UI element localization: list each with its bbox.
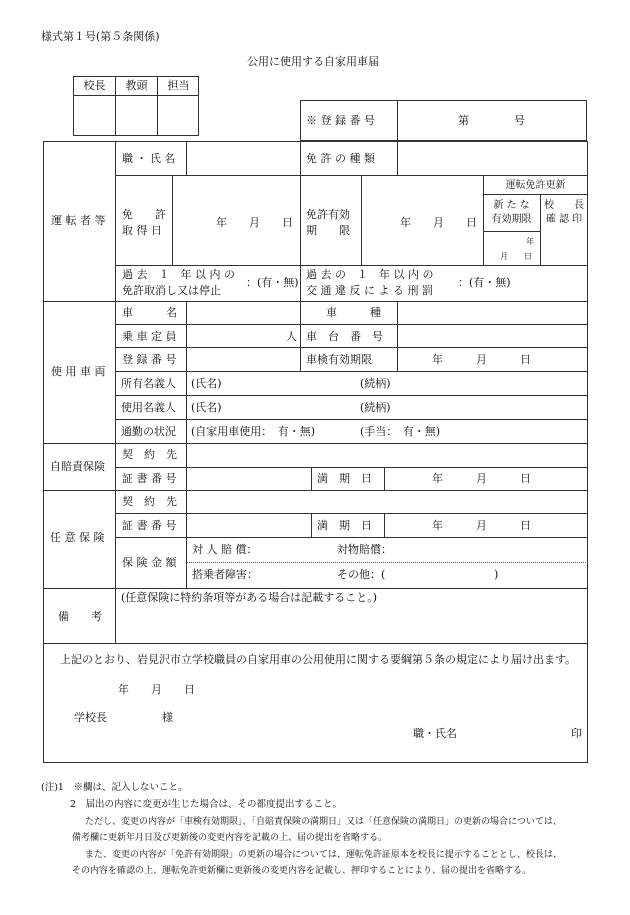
note-5: また、変更の内容が「免許有効期限」の更新の場合については、運転免許証原本を校長に提示することとし、校長は、 [85,850,562,860]
vehicle-name-field[interactable] [188,303,298,322]
renewal-new-label-2: 有効期限 [491,214,532,225]
page-title: 公用に使用する自家用車届 [247,55,379,68]
passenger-injury-label: 搭乗者障害： [192,568,258,581]
owner-relation[interactable]: (続柄) [360,377,391,390]
approval-stamp-principal[interactable] [74,96,115,135]
declaration-signer-field[interactable] [465,723,565,741]
revocation-label-2: 免許取消し又は停止 [122,284,221,297]
violation-label-2: 交 通 違 反 に よ る 刑 罰 [306,284,433,297]
revocation-value[interactable]: ：(有・無) [246,276,299,289]
voluntary-cert-field[interactable] [188,515,309,535]
remarks-field[interactable] [118,606,585,640]
approval-vice-principal: 教頭 [125,79,148,92]
driver-name-label: 職・氏名 [122,152,178,165]
renewal-principal-stamp[interactable] [542,232,586,263]
renewal-principal-label-2: 確 認 印 [545,214,583,225]
compulsory-contractor-label: 契 約 先 [122,448,177,461]
registration-suffix: 号 [514,114,525,127]
license-expiry-label-1: 免許有効 [306,208,350,221]
renewal-new-label-1: 新 た な [493,200,530,211]
registration-label: ※ 登 録 番 号 [306,114,375,127]
note-3: ただし、変更の内容が「車検有効期限」、「自賠責保険の満期日」又は「任意保険の満期日」の更新の場合については、 [85,817,562,827]
approval-stamp-staff[interactable] [158,96,199,135]
declaration-addressee: 学校長 様 [74,711,173,724]
license-type-label: 免 許 の 種 類 [306,152,375,165]
driver-section-label: 運 転 者 等 [51,214,106,227]
declaration-text: 上記のとおり、岩見沢市立学校職員の自家用車の公用使用に関する要綱第５条の規定により届け出ます。 [60,653,577,666]
compulsory-cert-field[interactable] [188,469,309,488]
vehicle-type-field[interactable] [399,303,585,322]
vehicle-reg-label: 登 録 番 号 [122,353,177,366]
license-expiry-label-2: 期 限 [306,224,350,237]
inspection-date[interactable]: 年 月 日 [432,353,531,366]
capacity-field[interactable] [188,326,282,345]
license-acquired-label-2: 取 得 日 [122,224,162,237]
note-2: 2 届出の内容に変更が生じた場合は、その都度提出すること。 [70,799,343,810]
commute-value[interactable]: (自家用車使用： 有・無) [191,425,316,438]
remarks-note: (任意保険に特約条項等がある場合は記載すること。) [121,591,378,604]
chassis-number-label: 車 台 番 号 [306,330,383,343]
compulsory-contractor-field[interactable] [188,445,585,465]
license-acquired-date[interactable]: 年 月 日 [216,216,293,229]
voluntary-expiry-date[interactable]: 年 月 日 [432,519,531,532]
vehicle-name-label: 車 名 [122,306,177,319]
declaration-signer-label: 職・氏名 [413,727,457,740]
driver-name-field[interactable] [188,143,298,173]
vehicle-section-label: 使 用 車 両 [51,365,106,378]
declaration-date[interactable]: 年 月 日 [118,683,195,696]
compulsory-expiry-date[interactable]: 年 月 日 [432,472,531,485]
renewal-principal-label-1: 校 長 [544,200,584,211]
registration-number-field[interactable] [470,104,510,136]
compulsory-section-label: 自賠責保険 [50,460,105,473]
vehicle-reg-field[interactable] [188,349,298,369]
commute-label: 通勤の状況 [121,425,176,438]
form-number: 様式第１号(第５条関係) [41,30,160,43]
chassis-number-field[interactable] [399,326,585,345]
note-1: (注)1 ※欄は、記入しないこと。 [41,782,188,793]
approval-stamp-vice[interactable] [116,96,157,135]
renewal-year[interactable]: 年 [526,237,534,246]
note-4: 備考欄に更新年月日及び更新後の変更内容を記載の上、届の提出を省略する。 [72,833,388,843]
voluntary-contractor-label: 契 約 先 [122,495,177,508]
registration-prefix: 第 [458,114,469,127]
note-6: その内容を確認の上、運転免許更新欄に更新後の変更内容を記載し、押印することにより、届の提出を省略する。 [72,866,532,876]
other-coverage-label: その他：( [337,568,386,581]
approval-principal: 校長 [83,79,106,92]
remarks-label: 備 考 [58,610,102,623]
user-label: 使用名義人 [121,401,176,414]
compulsory-expiry-label: 満 期 日 [317,472,372,485]
inspection-label: 車検有効期限 [306,353,372,366]
violation-value[interactable]: ：(有・無) [458,276,511,289]
license-acquired-label-1: 免 許 [122,208,166,221]
renewal-header: 運転免許更新 [505,180,566,191]
license-type-field[interactable] [399,143,585,173]
voluntary-contractor-field[interactable] [188,492,585,511]
license-expiry-date[interactable]: 年 月 日 [400,216,477,229]
other-coverage-close: ) [494,568,499,581]
compulsory-cert-label: 証 書 番 号 [122,472,177,485]
insurance-amount-label: 保 険 金 額 [122,556,177,569]
voluntary-section-label: 任 意 保 険 [50,531,105,544]
other-coverage-field[interactable] [405,565,490,584]
violation-label-1: 過 去 の １ 年 以 内 の [306,268,434,281]
owner-name[interactable]: (氏名) [191,377,222,390]
capacity-label: 乗 車 定 員 [122,330,177,343]
property-damage-label: 対物賠償： [337,543,392,556]
user-name[interactable]: (氏名) [191,401,222,414]
allowance-value[interactable]: (手当： 有・無) [360,425,441,438]
renewal-monthday[interactable]: 月 日 [500,252,532,261]
voluntary-expiry-label: 満 期 日 [317,519,372,532]
user-relation[interactable]: (続柄) [360,401,391,414]
declaration-seal: 印 [571,727,582,740]
approval-staff: 担当 [167,79,190,92]
revocation-label-1: 過 去 １ 年 以 内 の [122,268,235,281]
bodily-injury-label: 対 人 賠 償： [192,543,258,556]
owner-label: 所有名義人 [121,377,176,390]
capacity-unit: 人 [286,330,297,343]
vehicle-type-label: 車 種 [326,306,381,319]
voluntary-cert-label: 証 書 番 号 [122,519,177,532]
